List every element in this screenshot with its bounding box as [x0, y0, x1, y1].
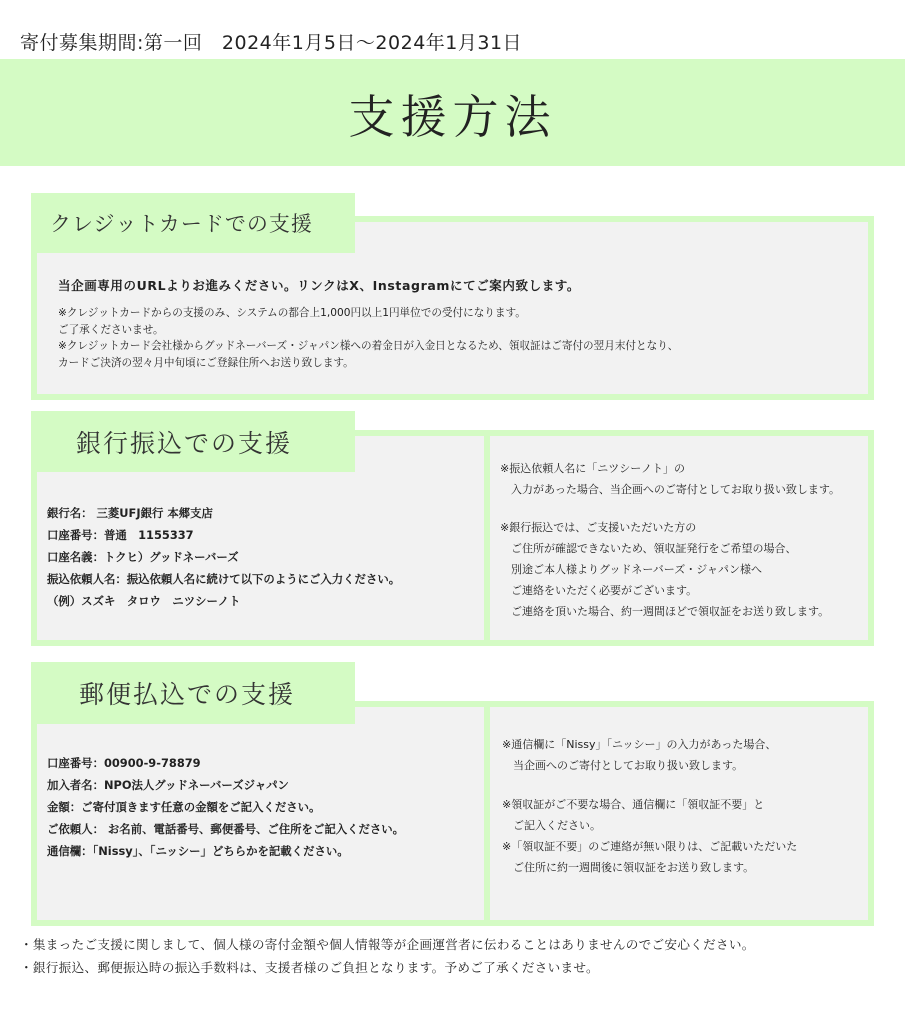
postal-info-line: 口座番号：00900-9-78879 [47, 756, 201, 770]
credit-card-note: ※クレジットカード会社様からグッドネーバーズ・ジャパン様への着金日が入金日となるため、領収証はご寄付の翌月末付となり、 [58, 340, 679, 352]
bank-note-line: ご住所が確認できないため、領収証発行をご希望の場合、 [500, 542, 797, 555]
bank-info-line: （例）スズキ タロウ ニツシーノト [47, 594, 241, 608]
postal-info-line: 加入者名：NPO法人グッドネーバーズジャパン [47, 778, 289, 792]
credit-card-note: ご了承くださいませ。 [58, 323, 164, 336]
credit-card-note: カードご決済の翌々月中旬頃にご登録住所へお送り致します。 [58, 356, 354, 369]
bank-note-line: ※振込依頼人名に「ニツシーノト」の [500, 462, 685, 475]
donation-period: 寄付募集期間:第一回 2024年1月5日～2024年1月31日 [20, 32, 523, 54]
postal-info-line: 通信欄：「Nissy」、「ニッシー」どちらかを記載ください。 [47, 844, 349, 858]
postal-info-line: ご依頼人： お名前、電話番号、郵便番号、ご住所をご記入ください。 [47, 822, 405, 836]
page-title: 支援方法 [348, 90, 557, 144]
bank-info-line: 銀行名： 三菱UFJ銀行 本郷支店 [47, 506, 213, 520]
bank-info-line: 口座番号：普通 1155337 [47, 528, 194, 542]
postal-heading: 郵便払込での支援 [79, 680, 296, 709]
postal-note-line: ※通信欄に「Nissy」「ニッシー」の入力があった場合、 [502, 738, 777, 751]
title-banner [0, 59, 905, 166]
bank-heading-tab [31, 411, 355, 472]
postal-note-line: ※「領収証不要」のご連絡が無い限りは、ご記載いただいた [502, 840, 798, 853]
bank-info-line: 振込依頼人名：振込依頼人名に続けて以下のようにご入力ください。 [47, 572, 401, 586]
credit-card-heading-tab [31, 193, 355, 253]
bank-info-line: 口座名義：トクヒ）グッドネーバーズ [47, 550, 239, 564]
postal-note-line: ご記入ください。 [502, 819, 601, 832]
credit-card-note: ※クレジットカードからの支援のみ、システムの都合上1,000円以上1円単位での受付になります。 [58, 307, 526, 319]
bank-heading: 銀行振込での支援 [76, 428, 293, 458]
footer-note: ・銀行振込、郵便振込時の振込手数料は、支援者様のご負担となります。予めご了承くださいませ。 [20, 960, 599, 975]
bank-note-line: ご連絡をいただく必要がございます。 [500, 584, 698, 597]
postal-note-line: ※領収証がご不要な場合、通信欄に「領収証不要」と [502, 798, 765, 811]
bank-note-line: 入力があった場合、当企画へのご寄付としてお取り扱い致します。 [500, 483, 841, 496]
bank-note-line: ※銀行振込では、ご支援いただいた方の [500, 521, 697, 534]
postal-info-line: 金額：ご寄付頂きます任意の金額をご記入ください。 [47, 800, 321, 814]
postal-note-line: 当企画へのご寄付としてお取り扱い致します。 [502, 759, 744, 772]
footer-note: ・集まったご支援に関しまして、個人様の寄付金額や個人情報等が企画運営者に伝わることはありませんのでご安心ください。 [20, 937, 755, 952]
postal-note-line: ご住所に約一週間後に領収証をお送り致します。 [502, 861, 755, 874]
bank-note-line: ご連絡を頂いた場合、約一週間ほどで領収証をお送り致します。 [500, 605, 830, 618]
bank-note-line: 別途ご本人様よりグッドネーバーズ・ジャパン様へ [500, 563, 763, 576]
postal-heading-tab [31, 662, 355, 724]
credit-card-lead: 当企画専用のURLよりお進みください。リンクはX、Instagramにてご案内致します。 [58, 278, 581, 293]
credit-card-heading: クレジットカードでの支援 [50, 212, 313, 236]
